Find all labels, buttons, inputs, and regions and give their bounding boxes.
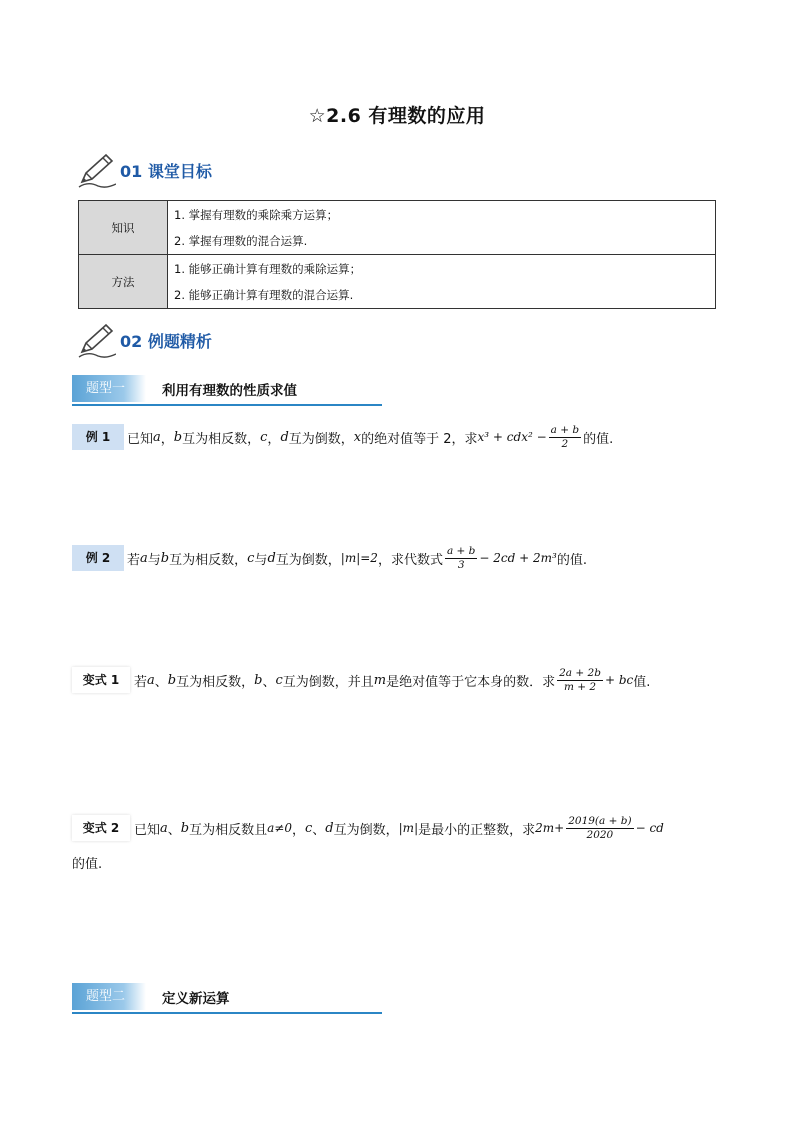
problem-text: 是最小的正整数，求 bbox=[418, 822, 536, 838]
problem-text: 、 bbox=[154, 674, 168, 690]
fraction bbox=[549, 424, 581, 451]
problem-text: 的绝对值等于 2，求 bbox=[361, 431, 478, 447]
math-expression: − 2cd + 2m³ bbox=[479, 551, 557, 565]
problem-text: 互为倒数， bbox=[333, 822, 399, 838]
var-b: b bbox=[160, 550, 170, 566]
var-a: a bbox=[153, 429, 161, 445]
var-m: m bbox=[373, 672, 387, 688]
variant-2-problem bbox=[134, 810, 664, 846]
var-a: a bbox=[160, 820, 168, 836]
table-row bbox=[79, 201, 716, 255]
table-cell-label: 知识 bbox=[79, 201, 168, 255]
problem-text: 互为相反数且 bbox=[189, 822, 268, 838]
var-x: x bbox=[353, 429, 362, 445]
question-type-title: 利用有理数的性质求值 bbox=[162, 383, 297, 399]
goal-line: 1. 掌握有理数的乘除乘方运算； bbox=[174, 207, 339, 222]
problem-text: 互为相反数， bbox=[169, 552, 248, 568]
var-c: c bbox=[275, 672, 283, 688]
problem-text: 是绝对值等于它本身的数．求 bbox=[386, 674, 556, 690]
variant-label: 变式 2 bbox=[72, 815, 130, 841]
question-type-badge: 题型二 bbox=[72, 983, 146, 1010]
example-label: 例 2 bbox=[72, 545, 124, 571]
var-c: c bbox=[305, 820, 313, 836]
math-expression: x³ + cdx² − bbox=[477, 430, 547, 444]
fraction bbox=[445, 545, 477, 572]
section-title: 02 例题精析 bbox=[120, 331, 212, 351]
fraction-numerator: 2019(a + b) bbox=[568, 814, 632, 827]
fraction-denominator: 3 bbox=[457, 558, 465, 571]
problem-text: 与 bbox=[147, 552, 161, 568]
fraction-denominator: 2020 bbox=[586, 828, 614, 841]
problem-text: 与 bbox=[254, 552, 268, 568]
question-type-header bbox=[72, 983, 382, 1013]
var-d: d bbox=[325, 820, 334, 836]
problem-text: ， bbox=[160, 431, 174, 447]
section-header-goals bbox=[76, 151, 212, 189]
problem-text: 互为相反数， bbox=[176, 674, 255, 690]
variant-1-problem bbox=[134, 663, 650, 697]
var-a: a bbox=[147, 672, 155, 688]
fraction-numerator: 2a + 2b bbox=[559, 666, 601, 679]
var-b: b bbox=[167, 672, 177, 688]
var-c: c bbox=[260, 429, 268, 445]
problem-text: 已知 bbox=[127, 431, 154, 447]
fraction-numerator: a + b bbox=[446, 544, 476, 557]
problem-text: 的值. bbox=[72, 856, 103, 872]
variant-2-problem-continued bbox=[72, 852, 102, 872]
fraction bbox=[566, 815, 633, 842]
question-type-header bbox=[72, 375, 382, 405]
fraction-denominator: m + 2 bbox=[563, 680, 597, 693]
page-title: ☆2.6 有理数的应用 bbox=[308, 105, 486, 127]
problem-text: 的值. bbox=[583, 431, 614, 447]
math-expression: |m| bbox=[398, 821, 419, 835]
goal-line: 2. 掌握有理数的混合运算. bbox=[174, 233, 308, 248]
goal-line: 2. 能够正确计算有理数的混合运算. bbox=[174, 287, 354, 302]
section-header-examples bbox=[76, 321, 212, 359]
var-d: d bbox=[280, 429, 289, 445]
divider bbox=[72, 1012, 382, 1014]
pencil-icon bbox=[76, 151, 116, 189]
table-cell-content bbox=[168, 201, 716, 255]
divider bbox=[72, 404, 382, 406]
table-row bbox=[79, 255, 716, 309]
example-label: 例 1 bbox=[72, 424, 124, 450]
problem-text: 的值. bbox=[556, 552, 587, 568]
table-cell-label: 方法 bbox=[79, 255, 168, 309]
var-b: b bbox=[254, 672, 263, 688]
fraction-denominator: 2 bbox=[561, 437, 569, 450]
math-expression: a≠0 bbox=[267, 821, 292, 835]
var-c: c bbox=[247, 550, 255, 566]
problem-text: 值. bbox=[633, 674, 651, 690]
example-1-problem bbox=[127, 420, 613, 454]
problem-text: 、 bbox=[262, 674, 276, 690]
problem-text: 若 bbox=[134, 674, 148, 690]
math-expression: |m|=2 bbox=[340, 551, 378, 565]
problem-text: ，求代数式 bbox=[377, 552, 443, 568]
section-title: 01 课堂目标 bbox=[120, 161, 212, 181]
problem-text: 已知 bbox=[134, 822, 161, 838]
problem-text: 互为倒数， bbox=[288, 431, 354, 447]
problem-text: 、 bbox=[312, 822, 326, 838]
math-expression: 2m+ bbox=[535, 821, 565, 835]
goals-table bbox=[78, 200, 716, 309]
problem-text: 互为相反数， bbox=[182, 431, 261, 447]
table-cell-content bbox=[168, 255, 716, 309]
pencil-icon bbox=[76, 321, 116, 359]
question-type-title: 定义新运算 bbox=[162, 991, 230, 1007]
problem-text: 互为倒数，并且 bbox=[282, 674, 374, 690]
example-2-problem bbox=[127, 541, 587, 575]
var-d: d bbox=[267, 550, 276, 566]
problem-text: 若 bbox=[127, 552, 141, 568]
math-expression: + bc bbox=[604, 673, 634, 687]
problem-text: ， bbox=[291, 822, 305, 838]
fraction bbox=[557, 667, 603, 694]
var-b: b bbox=[180, 820, 190, 836]
var-b: b bbox=[173, 429, 183, 445]
problem-text: 互为倒数， bbox=[275, 552, 341, 568]
variant-label: 变式 1 bbox=[72, 667, 130, 693]
fraction-numerator: a + b bbox=[550, 423, 580, 436]
var-a: a bbox=[140, 550, 148, 566]
math-expression: − cd bbox=[635, 821, 664, 835]
problem-text: ， bbox=[267, 431, 281, 447]
problem-text: 、 bbox=[167, 822, 181, 838]
question-type-badge: 题型一 bbox=[72, 375, 146, 402]
goal-line: 1. 能够正确计算有理数的乘除运算； bbox=[174, 261, 362, 276]
